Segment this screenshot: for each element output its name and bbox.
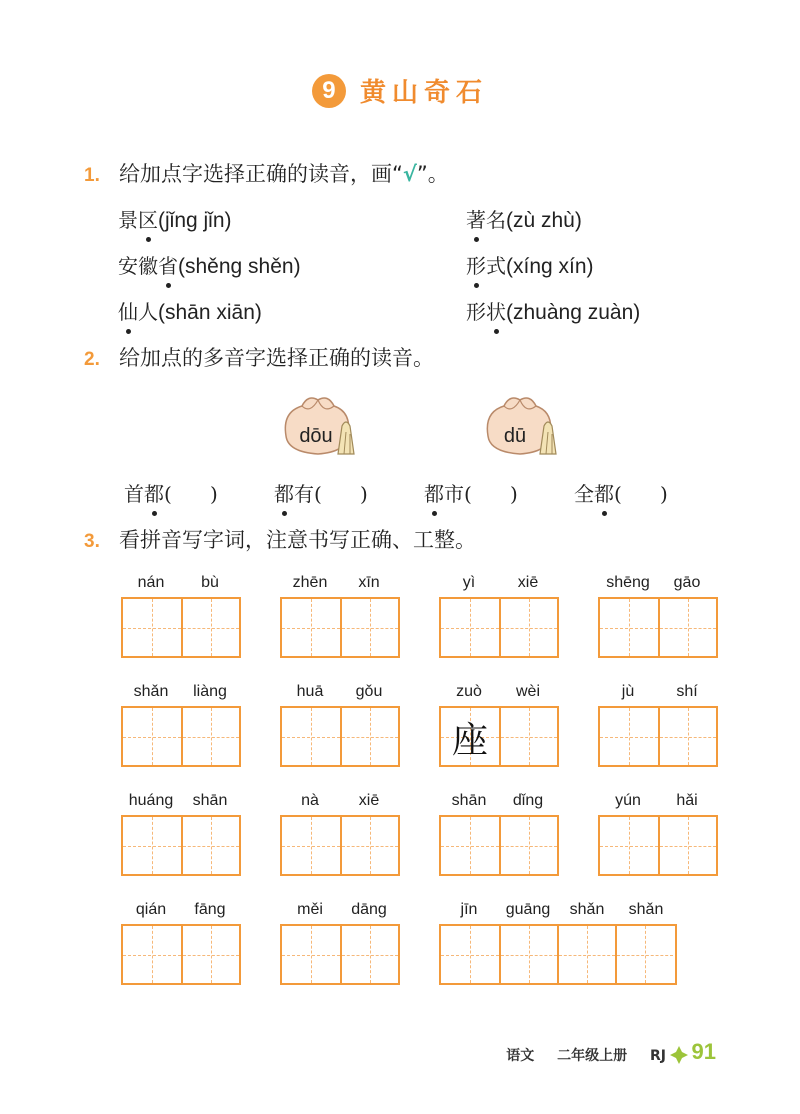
lesson-number-badge: 9 bbox=[312, 74, 346, 108]
answer-blank[interactable]: ( ) bbox=[314, 482, 368, 506]
writing-cell[interactable] bbox=[181, 926, 239, 983]
item-text: 人 bbox=[138, 300, 158, 324]
pinyin-syllable: qián bbox=[135, 901, 167, 918]
writing-cell[interactable] bbox=[441, 599, 499, 656]
q3-text: 看拼音写字词，注意书写正确、工整。 bbox=[118, 528, 476, 552]
writing-cell[interactable] bbox=[123, 599, 181, 656]
q1-number: 1. bbox=[84, 165, 100, 186]
answer-blank[interactable]: ( ) bbox=[614, 482, 668, 506]
writing-cell[interactable] bbox=[499, 926, 557, 983]
footer bbox=[488, 1045, 666, 1065]
q2-blank-3[interactable] bbox=[424, 478, 518, 507]
writing-cell[interactable] bbox=[282, 926, 340, 983]
pinyin-syllable: bù bbox=[201, 574, 219, 591]
writing-cell[interactable] bbox=[441, 926, 499, 983]
dotted-char: 都 bbox=[274, 478, 294, 507]
pinyin-syllable: huáng bbox=[128, 792, 174, 809]
writing-grid[interactable] bbox=[598, 597, 718, 658]
writing-cell[interactable] bbox=[340, 599, 398, 656]
pinyin-syllable: dāng bbox=[351, 901, 387, 918]
dotted-char: 区 bbox=[138, 204, 158, 233]
item-text: 名 bbox=[486, 208, 506, 232]
pinyin-syllable: dǐng bbox=[512, 792, 544, 809]
pinyin-choices: (shān xiān) bbox=[158, 301, 262, 324]
pinyin-syllable: měi bbox=[297, 901, 323, 918]
writing-cell[interactable] bbox=[499, 817, 557, 874]
writing-grid[interactable] bbox=[439, 815, 559, 876]
writing-grid[interactable] bbox=[280, 924, 400, 985]
lesson-header bbox=[0, 72, 800, 122]
pinyin-syllable: gāo bbox=[673, 574, 701, 591]
pinyin-syllable: nán bbox=[137, 574, 165, 591]
item-text: 式 bbox=[486, 254, 506, 278]
q1-item-4[interactable] bbox=[466, 250, 594, 279]
q1-text-after: ”。 bbox=[416, 162, 449, 186]
dotted-char: 形 bbox=[466, 250, 486, 279]
q3-number: 3. bbox=[84, 531, 100, 552]
writing-cell[interactable] bbox=[181, 817, 239, 874]
check-mark-icon: √ bbox=[402, 162, 417, 186]
dotted-char: 都 bbox=[144, 478, 164, 507]
writing-grid[interactable] bbox=[121, 815, 241, 876]
pinyin-choices: (zù zhù) bbox=[506, 209, 582, 232]
writing-cell[interactable] bbox=[441, 817, 499, 874]
pinyin-syllable: huā bbox=[296, 683, 324, 700]
writing-grid[interactable] bbox=[439, 597, 559, 658]
dotted-char: 状 bbox=[486, 296, 506, 325]
footer-edition: RJ bbox=[650, 1048, 666, 1064]
pinyin-choices: (jǐng jǐn) bbox=[158, 209, 232, 232]
q2-heading bbox=[84, 342, 434, 372]
pinyin-syllable: shí bbox=[676, 683, 698, 700]
pinyin-syllable: shǎn bbox=[628, 901, 664, 918]
footer-subject: 语文 bbox=[506, 1048, 535, 1064]
pinyin-syllable: guāng bbox=[505, 901, 551, 918]
q1-heading bbox=[84, 158, 449, 188]
item-text: 有 bbox=[294, 482, 314, 506]
writing-cell[interactable] bbox=[658, 599, 716, 656]
writing-cell[interactable] bbox=[600, 708, 658, 765]
writing-grid[interactable] bbox=[280, 597, 400, 658]
pinyin-syllable: xiē bbox=[517, 574, 539, 591]
pinyin-syllable: zuò bbox=[456, 683, 482, 700]
q3-heading bbox=[84, 524, 476, 554]
writing-grid[interactable] bbox=[439, 706, 559, 767]
item-text: 首 bbox=[124, 482, 144, 506]
dotted-char: 省 bbox=[158, 250, 178, 279]
pinyin-syllable: shǎn bbox=[133, 683, 169, 700]
writing-cell[interactable] bbox=[282, 599, 340, 656]
dotted-char: 都 bbox=[424, 478, 444, 507]
answer-blank[interactable]: ( ) bbox=[464, 482, 518, 506]
pinyin-syllable: shǎn bbox=[569, 901, 605, 918]
writing-cell[interactable] bbox=[181, 599, 239, 656]
pinyin-choices: (xíng xín) bbox=[506, 255, 594, 278]
pinyin-syllable: xīn bbox=[358, 574, 380, 591]
q1-item-3[interactable] bbox=[118, 250, 301, 279]
writing-grid[interactable] bbox=[280, 815, 400, 876]
item-text: 市 bbox=[444, 482, 464, 506]
pinyin-choices: (shěng shěn) bbox=[178, 255, 301, 278]
pinyin-syllable: jù bbox=[621, 683, 635, 700]
dotted-char: 仙 bbox=[118, 296, 138, 325]
writing-cell[interactable] bbox=[557, 926, 615, 983]
item-text: 全 bbox=[574, 482, 594, 506]
pinyin-syllable: gǒu bbox=[355, 683, 383, 700]
writing-cell[interactable] bbox=[181, 708, 239, 765]
dotted-char: 著 bbox=[466, 204, 486, 233]
writing-cell[interactable] bbox=[600, 599, 658, 656]
pinyin-syllable: jīn bbox=[460, 901, 478, 918]
q2-blank-4[interactable] bbox=[574, 478, 668, 507]
writing-cell[interactable] bbox=[282, 817, 340, 874]
writing-cell[interactable] bbox=[123, 817, 181, 874]
writing-cell[interactable] bbox=[658, 817, 716, 874]
writing-cell[interactable] bbox=[340, 926, 398, 983]
lesson-title: 黄山奇石 bbox=[359, 78, 488, 108]
pinyin-syllable: fāng bbox=[194, 901, 226, 918]
writing-cell[interactable] bbox=[615, 926, 673, 983]
writing-grid[interactable] bbox=[121, 706, 241, 767]
q2-number: 2. bbox=[84, 349, 100, 370]
writing-cell[interactable] bbox=[441, 708, 499, 765]
pinyin-syllable: zhēn bbox=[292, 574, 328, 591]
pinyin-option: dōu bbox=[299, 425, 333, 447]
writing-grid[interactable] bbox=[598, 815, 718, 876]
q1-item-2[interactable] bbox=[466, 204, 582, 233]
pinyin-syllable: shān bbox=[451, 792, 487, 809]
pinyin-syllable: shān bbox=[192, 792, 228, 809]
footer-grade: 二年级上册 bbox=[557, 1048, 628, 1064]
writing-cell[interactable] bbox=[340, 708, 398, 765]
example-character: 座 bbox=[451, 720, 488, 761]
writing-grid[interactable] bbox=[280, 706, 400, 767]
item-text: 安徽 bbox=[118, 254, 158, 278]
dotted-char: 都 bbox=[594, 478, 614, 507]
writing-grid[interactable] bbox=[121, 924, 241, 985]
pinyin-syllable: yún bbox=[615, 792, 641, 809]
item-text: 景 bbox=[118, 208, 138, 232]
answer-blank[interactable]: ( ) bbox=[164, 482, 218, 506]
q1-text-before: 给加点字选择正确的读音，画“ bbox=[118, 162, 403, 186]
pinyin-option: dū bbox=[503, 425, 527, 447]
pinyin-syllable: nà bbox=[301, 792, 319, 809]
writing-grid[interactable] bbox=[121, 597, 241, 658]
writing-cell[interactable] bbox=[123, 926, 181, 983]
q1-item-5[interactable] bbox=[118, 296, 262, 325]
pinyin-syllable: wèi bbox=[515, 683, 540, 700]
q2-blank-1[interactable] bbox=[124, 478, 218, 507]
pinyin-syllable: shēng bbox=[606, 574, 650, 591]
pinyin-syllable: liàng bbox=[193, 683, 227, 700]
writing-cell[interactable] bbox=[499, 708, 557, 765]
page-number: 91 bbox=[691, 1039, 716, 1064]
pinyin-syllable: xiē bbox=[358, 792, 380, 809]
writing-cell[interactable] bbox=[499, 599, 557, 656]
q2-blank-2[interactable] bbox=[274, 478, 368, 507]
item-text: 形 bbox=[466, 300, 486, 324]
pinyin-choices: (zhuàng zuàn) bbox=[506, 301, 641, 324]
writing-cell[interactable] bbox=[282, 708, 340, 765]
writing-grid[interactable] bbox=[598, 706, 718, 767]
q1-item-6[interactable] bbox=[466, 296, 640, 325]
writing-cell[interactable] bbox=[123, 708, 181, 765]
writing-grid[interactable] bbox=[439, 924, 677, 985]
pinyin-syllable: hǎi bbox=[676, 792, 698, 809]
writing-cell[interactable] bbox=[340, 817, 398, 874]
writing-cell[interactable] bbox=[600, 817, 658, 874]
writing-cell[interactable] bbox=[658, 708, 716, 765]
pinyin-syllable: yì bbox=[462, 574, 476, 591]
diamond-icon bbox=[670, 1046, 688, 1064]
q1-item-1[interactable] bbox=[118, 204, 232, 233]
q2-text: 给加点的多音字选择正确的读音。 bbox=[118, 346, 434, 370]
